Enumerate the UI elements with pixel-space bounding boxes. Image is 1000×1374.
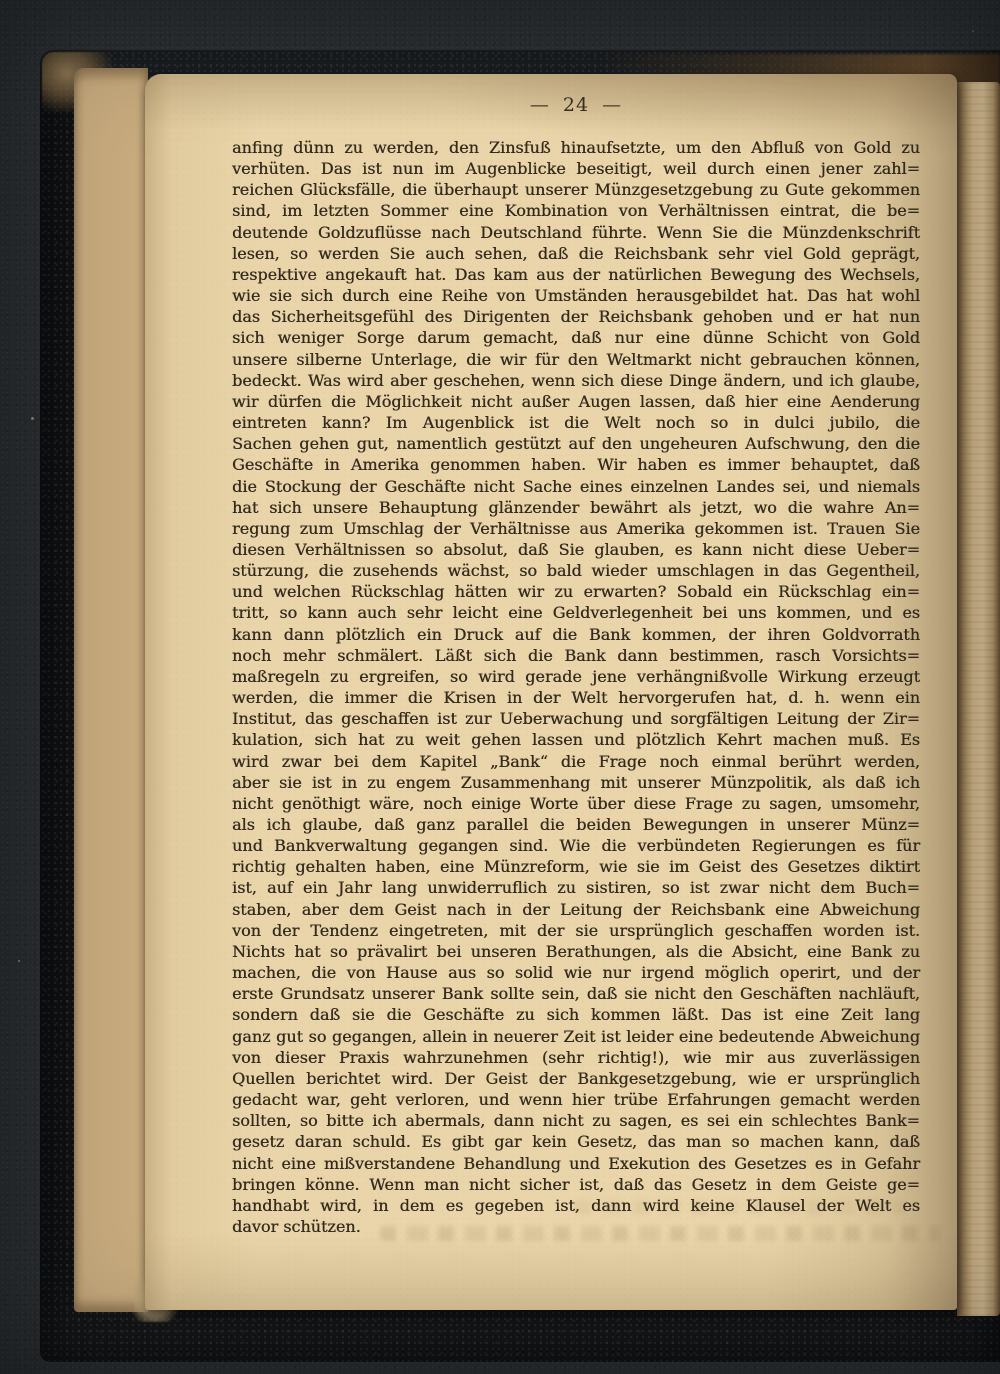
text-line: regung zum Umschlag der Verhältnisse aus Amerika gekommen ist. Trauen Sie	[232, 518, 920, 538]
text-line: Nichts hat so prävalirt bei unseren Berathungen, als die Absicht, eine Bank zu	[232, 941, 920, 961]
text-line: staben, aber dem Geist nach in der Leitung der Reichsbank eine Abweichung	[232, 899, 920, 919]
text-line: gesetz daran schuld. Es gibt gar kein Gesetz, das man so machen kann, daß	[232, 1132, 920, 1152]
text-line: tritt, so kann auch sehr leicht eine Geldverlegenheit bei uns kommen, und es	[232, 603, 920, 623]
text-line: hat sich unsere Behauptung glänzender bewährt als jetzt, wo die wahre An=	[232, 497, 920, 517]
facing-page-gutter	[957, 82, 1000, 1316]
text-line: aber sie ist in zu engem Zusammenhang mit unserer Münzpolitik, als daß ich	[232, 772, 920, 792]
text-line: reichen Glücksfälle, die überhaupt unserer Münzgesetzgebung zu Gute gekommen	[232, 180, 920, 200]
text-line: ganz gut so gegangen, allein in neuerer Zeit ist leider eine bedeutende Abweichung	[232, 1026, 920, 1046]
text-line: wir dürfen die Möglichkeit nicht außer Augen lassen, daß hier eine Aenderung	[232, 391, 920, 411]
body-text	[232, 137, 920, 1237]
text-line: sondern daß sie die Geschäfte zu sich kommen läßt. Das ist eine Zeit lang	[232, 1005, 920, 1025]
text-line: gedacht war, geht verloren, und wenn hier trübe Erfahrungen gemacht werden	[232, 1090, 920, 1110]
text-line: stürzung, die zusehends wächst, so bald wieder umschlagen in das Gegentheil,	[232, 561, 920, 581]
dust-speck	[972, 30, 974, 32]
text-line: sollten, so bitte ich abermals, dann nicht zu sagen, es sei ein schlechtes Bank=	[232, 1111, 920, 1131]
text-line: eintreten kann? Im Augenblick ist die Welt noch so in dulci jubilo, die	[232, 413, 920, 433]
ink-bleedthrough	[380, 1226, 940, 1241]
page-number: 24	[562, 94, 590, 116]
header-dash-right: —	[602, 94, 623, 116]
text-line: diesen Verhältnissen so absolut, daß Sie glauben, es kann nicht diese Ueber=	[232, 539, 920, 559]
text-line: sind, im letzten Sommer eine Kombination von Verhältnissen eintrat, die be=	[232, 201, 920, 221]
text-line: von dieser Praxis wahrzunehmen (sehr richtig!), wie mir aus zuverlässigen	[232, 1047, 920, 1067]
text-line: respektive angekauft hat. Das kam aus der natürlichen Bewegung des Wechsels,	[232, 264, 920, 284]
text-line: erste Grundsatz unserer Bank sollte sein, daß sie nicht den Geschäften nachläuft,	[232, 984, 920, 1004]
text-line: und welchen Rückschlag hätten wir zu erwarten? Sobald ein Rückschlag ein=	[232, 582, 920, 602]
text-line: Sachen gehen gut, namentlich gestützt auf den ungeheuren Aufschwung, den die	[232, 434, 920, 454]
text-line: richtig gehalten haben, eine Münzreform, wie sie im Geist des Gesetzes diktirt	[232, 857, 920, 877]
dust-speck	[18, 960, 20, 962]
text-line: Geschäfte in Amerika genommen haben. Wir haben es immer behauptet, daß	[232, 455, 920, 475]
text-line: bringen könne. Wenn man nicht sicher ist, daß das Gesetz in dem Geiste ge=	[232, 1174, 920, 1194]
page-header	[232, 92, 920, 118]
text-line: als ich glaube, daß ganz parallel die beiden Bewegungen in unserer Münz=	[232, 815, 920, 834]
ink-bleedthrough	[575, 1200, 905, 1215]
text-line: machen, die von Hause aus so solid wie nur irgend möglich operirt, und der	[232, 963, 920, 983]
text-line: ist, auf ein Jahr lang unwiderruflich zu sistiren, so ist zwar nicht dem Buch=	[232, 878, 920, 898]
text-line: wie sie sich durch eine Reihe von Umständen herausgebildet hat. Das hat wohl	[232, 286, 920, 306]
text-line: bedeckt. Was wird aber geschehen, wenn sich diese Dinge ändern, und ich glaube,	[232, 370, 920, 390]
text-line: noch mehr schmälert. Läßt sich die Bank dann bestimmen, rasch Vorsichts=	[232, 645, 920, 665]
text-line: kulation, sich hat zu weit gehen lassen und plötzlich Kehrt machen muß. Es	[232, 730, 920, 750]
text-line: und Bankverwaltung gegangen sind. Wie die verbündeten Regierungen es für	[232, 836, 920, 856]
text-line: davor schützen.	[232, 1216, 361, 1236]
text-line: kann dann plötzlich ein Druck auf die Bank kommen, der ihren Goldvorrath	[232, 624, 920, 644]
text-line: nicht eine mißverstandene Behandlung und Exekution des Gesetzes es in Gefahr	[232, 1153, 920, 1173]
text-line: deutende Goldzuflüsse nach Deutschland führte. Wenn Sie die Münzdenkschrift	[232, 222, 920, 242]
page-fore-edge	[74, 68, 148, 1312]
header-dash-left: —	[529, 94, 550, 116]
text-line: Quellen berichtet wird. Der Geist der Bankgesetzgebung, wie er ursprünglich	[232, 1068, 920, 1088]
text-line: handhabt wird, in dem es gegeben ist, dann wird keine Klausel der Welt es	[232, 1195, 920, 1215]
dust-speck	[31, 417, 34, 420]
text-line: von der Tendenz eingetreten, mit der sie ursprünglich geschaffen worden ist.	[232, 920, 920, 940]
text-line: sich weniger Sorge darum gemacht, daß nur eine dünne Schicht von Gold	[232, 328, 920, 348]
text-line: lesen, so werden Sie auch sehen, daß die Reichsbank sehr viel Gold geprägt,	[232, 243, 920, 263]
book-page	[145, 74, 957, 1310]
text-line: Institut, das geschaffen ist zur Ueberwachung und sorgfältigen Leitung der Zir=	[232, 709, 920, 729]
text-line: maßregeln zu ergreifen, so wird gerade jene verhängnißvolle Wirkung erzeugt	[232, 666, 920, 686]
text-line: nicht genöthigt wäre, noch einige Worte über diese Frage zu sagen, umsomehr,	[232, 793, 920, 813]
text-line: werden, die immer die Krisen in der Welt hervorgerufen hat, d. h. wenn ein	[232, 688, 920, 708]
text-line: verhüten. Das ist nun im Augenblicke beseitigt, weil durch einen jener zahl=	[232, 159, 920, 179]
text-line: das Sicherheitsgefühl des Dirigenten der Reichsbank gehoben und er hat nun	[232, 307, 920, 327]
text-line: unsere silberne Unterlage, die wir für den Weltmarkt nicht gebrauchen können,	[232, 349, 920, 369]
text-line: anfing dünn zu werden, den Zinsfuß hinaufsetzte, um den Abfluß von Gold zu	[232, 138, 920, 157]
text-line: die Stockung der Geschäfte nicht Sache eines einzelnen Landes sei, und niemals	[232, 476, 920, 496]
text-line: wird zwar bei dem Kapitel „Bank“ die Frage noch einmal berührt werden,	[232, 751, 920, 771]
